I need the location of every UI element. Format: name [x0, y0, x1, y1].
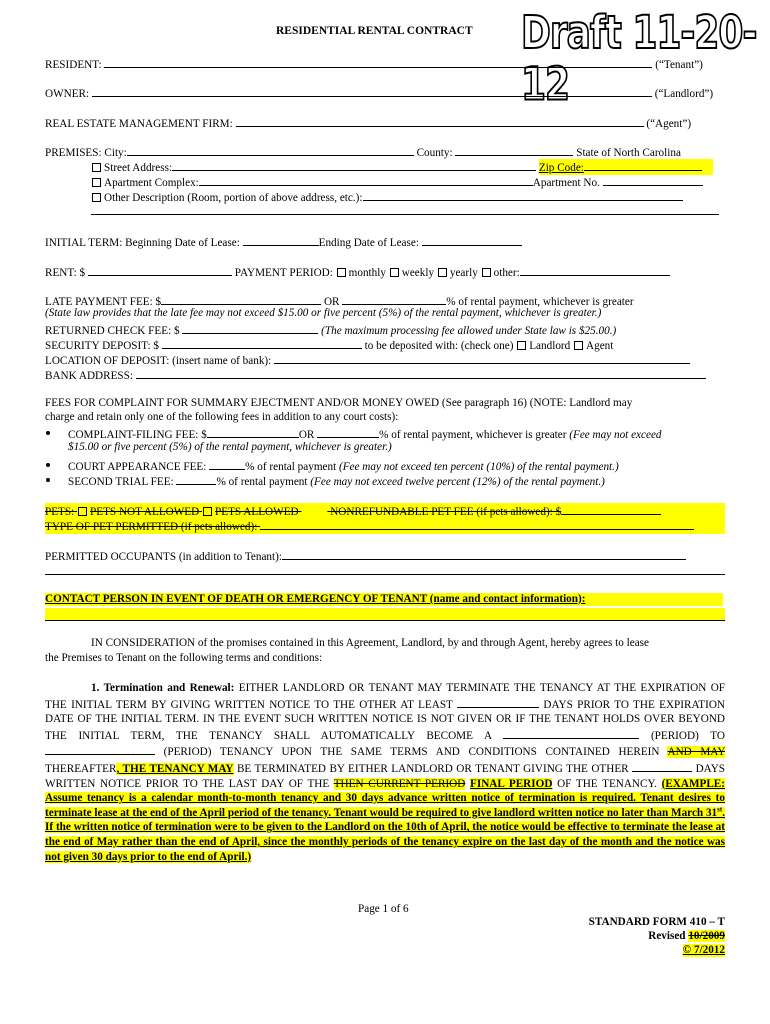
deposit-agent-label: Agent [586, 340, 614, 352]
struck-current-period: THEN CURRENT PERIOD [333, 777, 466, 790]
other-period-checkbox[interactable] [482, 268, 491, 277]
owner-row [45, 85, 713, 101]
section-1-thereafter: THEREAFTER [45, 762, 117, 775]
section-1-text-b: DAYS PRIOR TO THE EXPIRATION DATE OF THE INITIAL TERM. IN THE EVENT SUCH WRITTEN NOTICE IS NOT GIVEN OR IF THE TENANT HOLDS OVER BEYOND THE INITIAL TERM, THE TENANCY SHALL AUTOMATICALLY BECOME A [45, 698, 726, 742]
other-period-label: other: [493, 267, 520, 279]
trial-fee-label: SECOND TRIAL FEE: [68, 476, 174, 488]
trial-fee-suffix: % of rental payment [216, 476, 308, 488]
state-label: State of North Carolina [576, 147, 681, 159]
complex-checkbox[interactable] [92, 178, 101, 187]
draft-stamp: Draft 11-20-12 [521, 8, 757, 111]
section-1-period-1: (PERIOD) TO [650, 729, 726, 742]
zip-field[interactable] [584, 159, 702, 171]
other-checkbox[interactable] [92, 193, 101, 202]
other-desc-line2[interactable] [91, 203, 719, 215]
deposit-location-label: LOCATION OF DEPOSIT: (insert name of bank): [45, 355, 272, 367]
begin-label: INITIAL TERM: Beginning Date of Lease: [45, 237, 240, 249]
court-fee-row [68, 458, 619, 474]
pets-not-allowed-label: PETS NOT ALLOWED [90, 506, 200, 518]
pet-type-label: TYPE OF PET PERMITTED (if pets allowed): [45, 521, 258, 533]
deposit-landlord-checkbox[interactable] [517, 341, 526, 350]
deposit-label: SECURITY DEPOSIT: $ [45, 340, 160, 352]
deposit-location-field[interactable] [274, 352, 690, 364]
period-field-1[interactable] [503, 727, 639, 739]
section-1-heading: 1. Termination and Renewal: [91, 682, 235, 694]
pet-type-row [45, 518, 725, 534]
revised-new: © 7/2012 [682, 944, 725, 956]
apt-label: Apartment No. [532, 177, 600, 189]
pets-label: PETS: [45, 506, 75, 518]
occupants-line2[interactable] [45, 562, 725, 575]
pets-row [45, 503, 725, 519]
other-field[interactable] [363, 189, 683, 201]
other-label: Other Description (Room, portion of above address, etc.): [104, 192, 363, 204]
complex-field[interactable] [199, 174, 533, 186]
street-label: Street Address: [104, 162, 173, 174]
deposit-agent-checkbox[interactable] [574, 341, 583, 350]
resident-label: RESIDENT: [45, 59, 102, 71]
filing-fee-note-2: $15.00 or five percent (5%) of the rental payment, whichever is greater.) [68, 441, 392, 453]
payment-period-label: PAYMENT PERIOD: [234, 267, 333, 279]
late-fee-suffix: % of rental payment, whichever is greater [446, 296, 634, 308]
final-period: FINAL PERIOD [470, 777, 553, 790]
renewal-notice-days-field[interactable] [632, 760, 692, 772]
owner-label: OWNER: [45, 88, 90, 100]
late-fee-or: OR [323, 296, 340, 308]
term-row [45, 234, 522, 250]
begin-date-field[interactable] [243, 234, 319, 246]
occupants-field[interactable] [282, 548, 686, 560]
monthly-checkbox[interactable] [337, 268, 346, 277]
page-number: Page 1 of 6 [358, 903, 409, 915]
document-title: RESIDENTIAL RENTAL CONTRACT [276, 25, 473, 37]
deposit-landlord-label: Landlord [529, 340, 571, 352]
section-1-paragraph [45, 681, 725, 864]
pets-not-allowed-checkbox[interactable] [78, 507, 87, 516]
zip-box [539, 159, 713, 175]
returned-check-label: RETURNED CHECK FEE: $ [45, 325, 180, 337]
trial-fee-note: (Fee may not exceed twelve percent (12%) of the rental payment.) [310, 476, 605, 488]
period-field-2[interactable] [45, 743, 155, 755]
filing-fee-note-1: (Fee may not exceed [569, 429, 662, 441]
premises-city-row [45, 144, 681, 160]
section-1-text-d: DAYS WRITTEN NOTICE PRIOR TO THE LAST DAY OF THE [45, 762, 725, 790]
end-date-field[interactable] [422, 234, 522, 246]
rent-row [45, 264, 670, 280]
consideration-line-1: IN CONSIDERATION of the promises contained in this Agreement, Landlord, by and through Agent, hereby agrees to lease [91, 637, 650, 649]
bank-address-row [45, 367, 706, 383]
late-fee-label: LATE PAYMENT FEE: $ [45, 296, 162, 308]
bullet-icon [46, 478, 50, 482]
weekly-checkbox[interactable] [390, 268, 399, 277]
pets-allowed-checkbox[interactable] [203, 507, 212, 516]
pet-fee-field[interactable] [561, 503, 661, 515]
deposit-row [45, 337, 613, 353]
example-body: (EXAMPLE: Assume tenancy is a calendar month-to-month tenancy and 30 days advance written notice of termination is required. Tenant desires to terminate lease at the end of the April period of the tenancy. Tenant would be required to give landlord written notice no later than March 31 [45, 777, 725, 819]
returned-check-field[interactable] [182, 322, 318, 334]
section-1-text-c: BE TERMINATED BY EITHER LANDLORD OR TENANT GIVING THE OTHER [236, 762, 629, 775]
end-label: Ending Date of Lease: [318, 237, 419, 249]
section-1-text-e: OF THE TENANCY. [557, 777, 657, 790]
occupants-label: PERMITTED OCCUPANTS (in addition to Tenant): [45, 551, 282, 563]
bullet-icon [46, 431, 50, 435]
court-fee-label: COURT APPEARANCE FEE: [68, 461, 207, 473]
late-fee-note: (State law provides that the late fee may not exceed $15.00 or five percent (5%) of the rental payment, whichever is greater.) [45, 307, 602, 319]
bullet-icon [46, 463, 50, 467]
filing-fee-suffix: % of rental payment, whichever is greater [379, 429, 567, 441]
notice-days-field[interactable] [457, 696, 539, 708]
bank-address-field[interactable] [136, 367, 706, 379]
owner-suffix: (“Landlord”) [654, 88, 714, 100]
other-period-field[interactable] [520, 264, 670, 276]
zip-label: Zip Code: [538, 162, 584, 174]
contact-field[interactable] [45, 608, 725, 621]
agent-field[interactable] [236, 115, 644, 127]
complaint-intro-1: FEES FOR COMPLAINT FOR SUMMARY EJECTMENT AND/OR MONEY OWED (See paragraph 16) (NOTE: Landlord may [45, 397, 633, 409]
filing-fee-or: OR [298, 429, 315, 441]
complex-row [91, 174, 703, 190]
example-text [45, 778, 725, 863]
street-row [91, 159, 713, 175]
court-fee-note: (Fee may not exceed ten percent (10%) of the rental payment.) [339, 461, 619, 473]
filing-fee-label: COMPLAINT-FILING FEE: $ [68, 429, 207, 441]
street-checkbox[interactable] [92, 163, 101, 172]
complex-label: Apartment Complex: [104, 177, 199, 189]
street-field[interactable] [172, 159, 536, 171]
agent-row [45, 115, 691, 131]
resident-suffix: (“Tenant”) [655, 59, 703, 71]
deposit-field[interactable] [162, 337, 362, 349]
filing-fee-percent-field[interactable] [317, 426, 379, 438]
inserted-tenancy-may: , THE TENANCY MAY [116, 762, 234, 775]
struck-and-may: AND MAY [667, 746, 726, 759]
rent-field[interactable] [88, 264, 232, 276]
agent-suffix: (“Agent”) [646, 118, 692, 130]
owner-field[interactable] [92, 85, 652, 97]
agent-label: REAL ESTATE MANAGEMENT FIRM: [45, 118, 233, 130]
late-fee-percent-field[interactable] [342, 293, 446, 305]
trial-fee-row [68, 473, 605, 489]
late-fee-field[interactable] [161, 293, 321, 305]
yearly-checkbox[interactable] [438, 268, 447, 277]
pet-type-field[interactable] [260, 518, 694, 530]
city-field[interactable] [127, 144, 414, 156]
example-end: . If the written notice of termination were to be given to the Landlord on the 10th of April, the notice would be effective to terminate the lease at the end of May rather than the end of April, since the monthly periods of the tenancy expire on the last day of the month and the notice was not given 30 days prior to the end of April.) [45, 806, 725, 863]
weekly-label: weekly [401, 267, 435, 279]
example-sup: st [717, 805, 723, 814]
revised-old: 10/2009 [688, 930, 725, 942]
section-1-period-2: (PERIOD) TENANCY UPON THE SAME TERMS AND CONDITIONS CONTAINED HEREIN [163, 746, 660, 759]
apt-field[interactable] [603, 174, 703, 186]
yearly-label: yearly [449, 267, 478, 279]
rent-label: RENT: $ [45, 267, 86, 279]
county-label: County: [416, 147, 453, 159]
filing-fee-row [68, 426, 662, 442]
revised-row [648, 930, 725, 943]
complaint-intro-2: charge and retain only one of the following fees in addition to any court costs): [45, 411, 399, 423]
deposit-to: to be deposited with: (check one) [364, 340, 514, 352]
pet-fee-label: NONREFUNDABLE PET FEE (if pets allowed): $ [330, 506, 562, 518]
court-fee-suffix: % of rental payment [245, 461, 337, 473]
county-field[interactable] [455, 144, 573, 156]
monthly-label: monthly [348, 267, 386, 279]
resident-row [45, 56, 703, 72]
premises-label: PREMISES: City: [45, 147, 127, 159]
form-number: STANDARD FORM 410 – T [588, 916, 725, 928]
bank-address-label: BANK ADDRESS: [45, 370, 133, 382]
court-fee-field[interactable] [209, 458, 245, 470]
trial-fee-field[interactable] [176, 473, 216, 485]
resident-field[interactable] [104, 56, 652, 68]
contact-label: CONTACT PERSON IN EVENT OF DEATH OR EMERGENCY OF TENANT (name and contact information): [45, 593, 723, 606]
revised-label: Revised [648, 930, 686, 942]
pets-allowed-label: PETS ALLOWED [215, 506, 299, 518]
section-1-text-a: EITHER LANDLORD OR TENANT MAY TERMINATE THE TENANCY AT THE EXPIRATION OF THE INITIAL TERM BY GIVING WRITTEN NOTICE TO THE OTHER AT LEAST [45, 682, 725, 711]
returned-check-note: (The maximum processing fee allowed under State law is $25.00.) [321, 325, 617, 337]
filing-fee-field[interactable] [207, 426, 299, 438]
consideration-line-2: the Premises to Tenant on the following terms and conditions: [45, 652, 323, 664]
deposit-location-row [45, 352, 690, 368]
returned-check-row [45, 322, 616, 338]
